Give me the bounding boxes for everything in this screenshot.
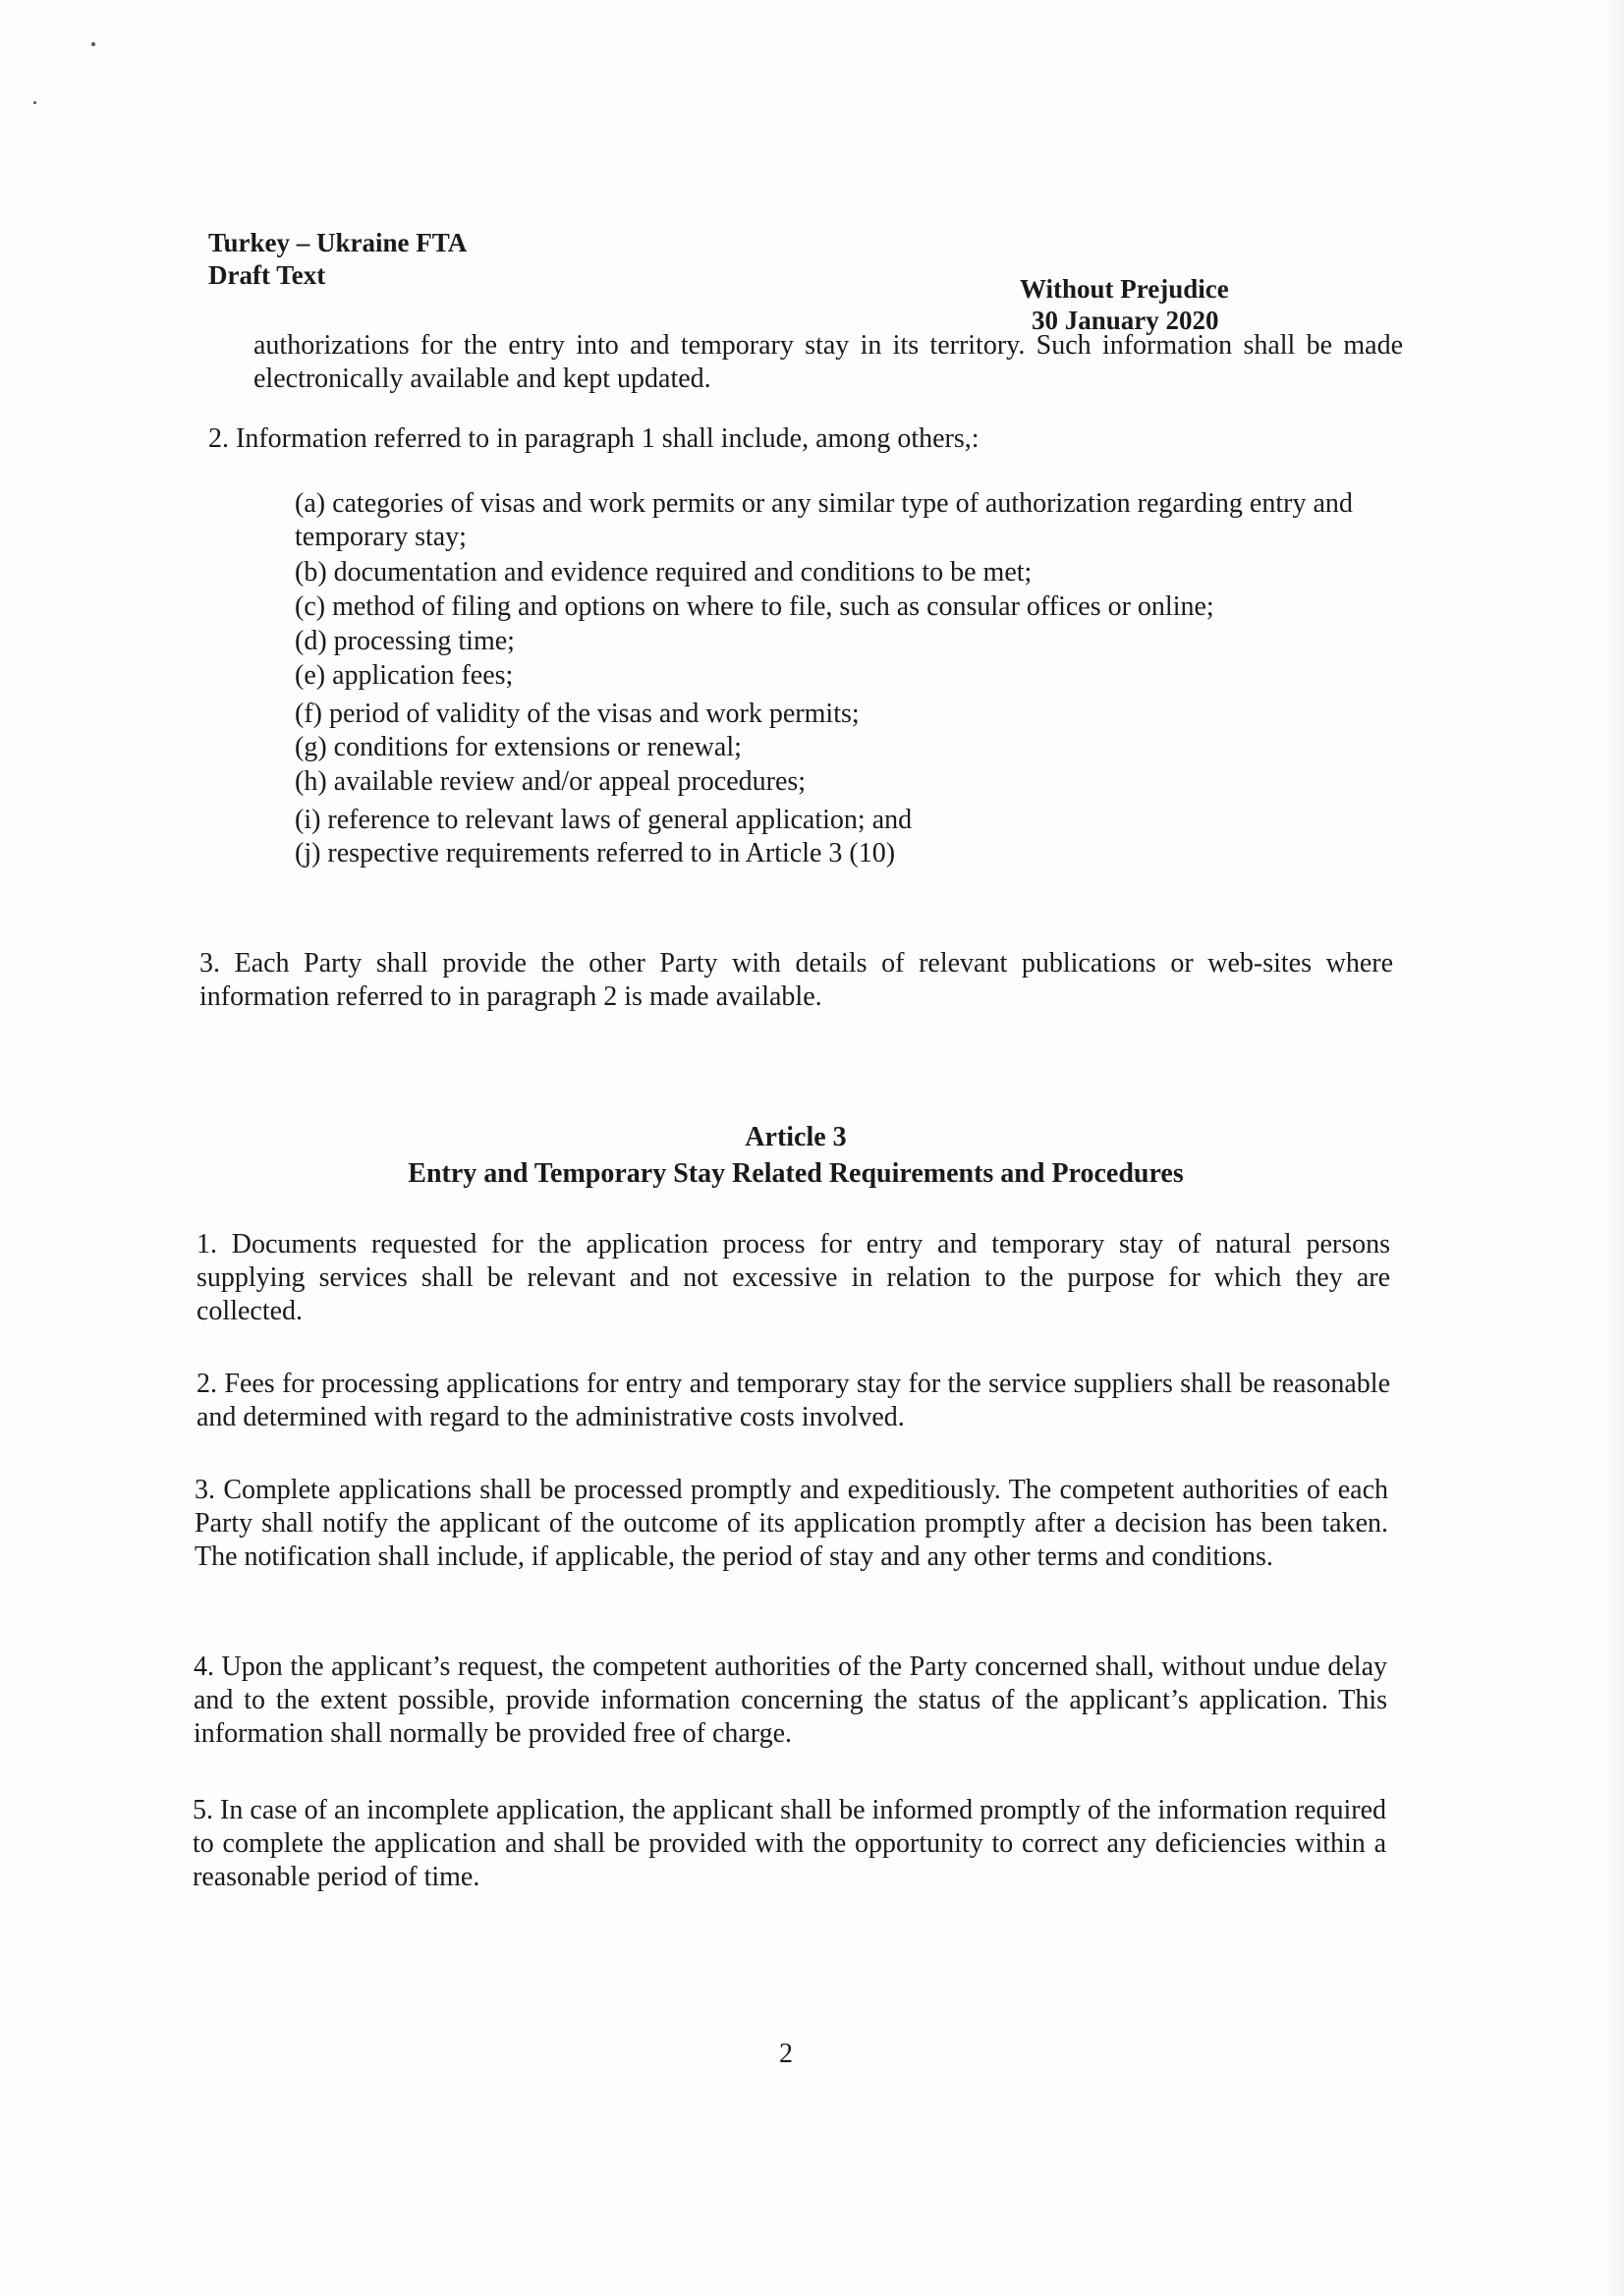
list-item: (f) period of validity of the visas and work permits; — [295, 699, 860, 729]
header-date: 30 January 2020 — [1032, 306, 1219, 335]
header-subtitle: Draft Text — [208, 260, 326, 290]
article-paragraph-3: 3. Complete applications shall be processed promptly and expeditiously. The competent authorities of each Party shall notify the applicant of the outcome of its application promptly after a decision has been taken. The notification shall include, if applicable, the period of stay and any other terms and conditions. — [195, 1475, 1388, 1572]
list-item: (j) respective requirements referred to in Article 3 (10) — [295, 838, 896, 868]
header-title: Turkey – Ukraine FTA — [208, 228, 468, 257]
article-paragraph-1: 1. Documents requested for the application process for entry and temporary stay of natural persons supplying services shall be relevant and not excessive in relation to the purpose for which they are collected. — [196, 1229, 1390, 1326]
list-item: (c) method of filing and options on where to file, such as consular offices or online; — [295, 591, 1214, 622]
list-item: (g) conditions for extensions or renewal; — [295, 732, 742, 762]
article-title: Entry and Temporary Stay Related Requirements and Procedures — [408, 1158, 1184, 1189]
paragraph-1-continuation: authorizations for the entry into and temporary stay in its territory. Such information shall be made electronically available and kept updated. — [253, 330, 1403, 394]
article-paragraph-5: 5. In case of an incomplete application, the applicant shall be informed promptly of the information required to complete the application and shall be provided with the opportunity to correct any deficiencies within a reasonable period of time. — [193, 1795, 1386, 1892]
list-item: (i) reference to relevant laws of general application; and — [295, 805, 913, 835]
paragraph-3: 3. Each Party shall provide the other Party with details of relevant publications or web-sites where information referred to in paragraph 2 is made available. — [199, 948, 1393, 1012]
list-item: (h) available review and/or appeal procedures; — [295, 766, 807, 797]
scan-speck — [33, 101, 36, 104]
page-number: 2 — [779, 2039, 793, 2069]
list-item: (d) processing time; — [295, 626, 515, 656]
paragraph-2-intro: 2. Information referred to in paragraph 1 shall include, among others,: — [208, 423, 980, 454]
article-paragraph-4: 4. Upon the applicant’s request, the competent authorities of the Party concerned shall, without undue delay and to the extent possible, provide information concerning the status of the applicant’s application. This information shall normally be provided free of charge. — [194, 1652, 1387, 1749]
article-paragraph-2: 2. Fees for processing applications for entry and temporary stay for the service suppliers shall be reasonable and determined with regard to the administrative costs involved. — [196, 1369, 1390, 1432]
page-edge-shadow — [1602, 0, 1624, 2296]
list-item: (e) application fees; — [295, 660, 514, 691]
article-number: Article 3 — [745, 1122, 847, 1152]
list-item: (b) documentation and evidence required and conditions to be met; — [295, 557, 1033, 588]
list-item: (a) categories of visas and work permits or any similar type of authorization regarding entry and temporary stay; — [295, 488, 1353, 552]
scan-speck — [91, 42, 95, 46]
header-prejudice-note: Without Prejudice — [1020, 274, 1229, 304]
